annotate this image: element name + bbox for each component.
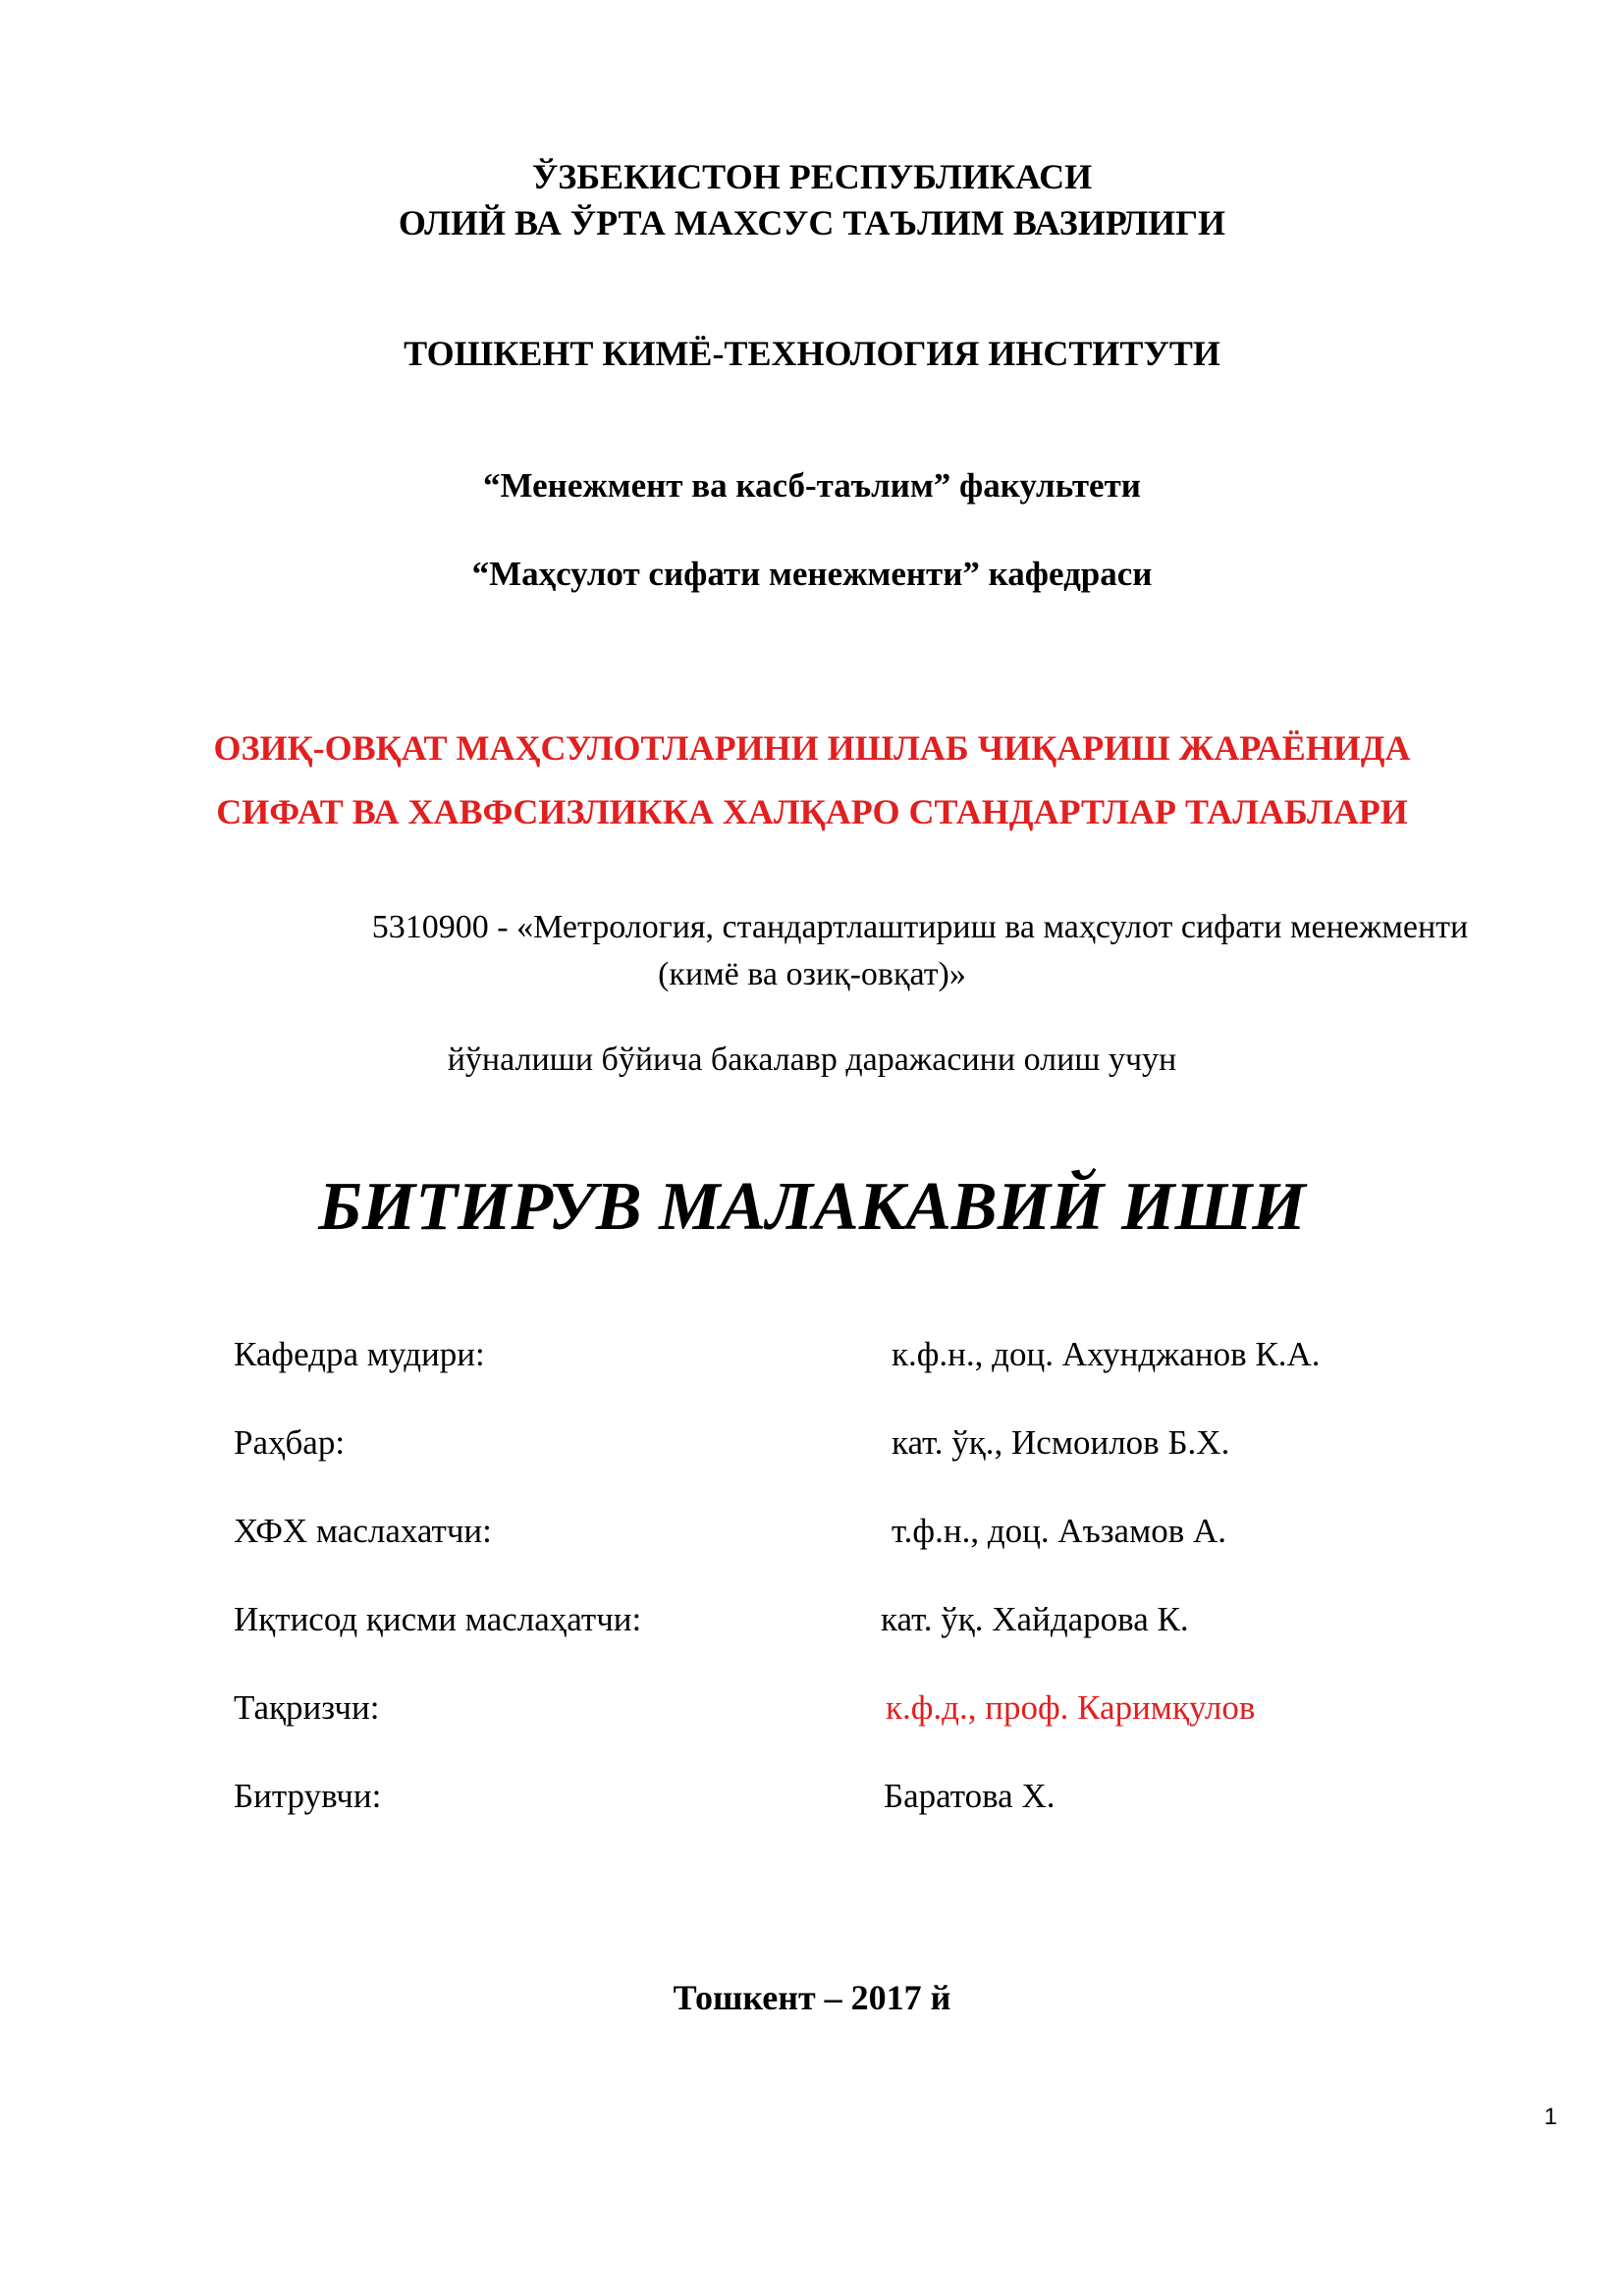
committee-person: Баратова Х.: [884, 1777, 1056, 1815]
page-number: 1: [1543, 2104, 1557, 2130]
committee-role: Тақризчи:: [234, 1688, 380, 1727]
committee-person: т.ф.н., доц. Аъзамов А.: [892, 1512, 1227, 1550]
committee-person: кат. ўқ., Исмоилов Б.Х.: [892, 1423, 1230, 1462]
specialty-line-2: (кимё ва озиқ-овқат)»: [658, 956, 966, 992]
work-title: БИТИРУВ МАЛАКАВИЙ ИШИ: [318, 1169, 1306, 1245]
committee-role: Кафедра мудири:: [234, 1335, 485, 1373]
committee-person: к.ф.д., проф. Каримқулов: [886, 1688, 1256, 1727]
committee-role: Иқтисод қисми маслаҳатчи:: [234, 1600, 642, 1638]
institute-heading: ТОШКЕНТ КИМЁ-ТЕХНОЛОГИЯ ИНСТИТУТИ: [404, 334, 1220, 373]
department-heading: “Маҳсулот сифати менежменти” кафедраси: [471, 555, 1153, 593]
committee-role: Раҳбар:: [234, 1423, 346, 1462]
committee-person: к.ф.н., доц. Ахунджанов К.А.: [892, 1335, 1321, 1373]
city-year: Тошкент – 2017 й: [673, 1978, 951, 2017]
degree-purpose-line: йўналиши бўйича бакалавр даражасини олиш учун: [447, 1041, 1177, 1078]
republic-heading: ЎЗБЕКИСТОН РЕСПУБЛИКАСИ: [531, 157, 1093, 196]
ministry-heading: ОЛИЙ ВА ЎРТА МАХСУС ТАЪЛИМ ВАЗИРЛИГИ: [398, 203, 1226, 242]
committee-role: Битрувчи:: [234, 1777, 382, 1815]
specialty-line-1: 5310900 - «Метрология, стандартлаштириш ва маҳсулот сифати менежменти: [371, 909, 1469, 945]
topic-title-line-1: ОЗИҚ-ОВҚАТ МАҲСУЛОТЛАРИНИ ИШЛАБ ЧИҚАРИШ ЖАРАЁНИДА: [213, 728, 1411, 768]
faculty-heading: “Менежмент ва касб-таълим” факультети: [483, 466, 1141, 505]
committee-person: кат. ўқ. Хайдарова К.: [881, 1600, 1189, 1638]
topic-title-line-2: СИФАТ ВА ХАВФСИЗЛИККА ХАЛҚАРО СТАНДАРТЛАР ТАЛАБЛАРИ: [216, 792, 1408, 831]
committee-role: ХФХ маслахатчи:: [234, 1512, 492, 1550]
